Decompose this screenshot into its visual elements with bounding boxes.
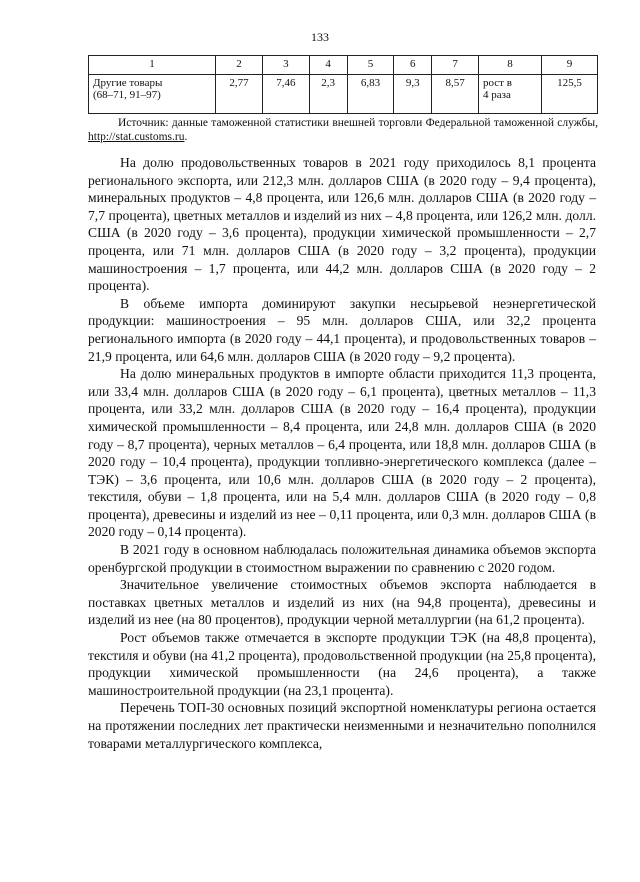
source-text: Источник: данные таможенной статистики внешней торговли Федеральной таможенной службы, [118,117,598,129]
row-label-codes: (68–71, 91–97) [93,89,161,101]
paragraph: В 2021 году в основном наблюдалась положительная динамика объемов экспорта оренбургской продукции в стоимостном выражении по сравнению с 2020 годом. [88,542,596,575]
table-cell: 125,5 [541,75,597,114]
table-header-cell: 2 [216,56,263,75]
paragraph: В объеме импорта доминируют закупки несырьевой неэнергетической продукции: машиностроения – 95 млн. долларов США, или 32,2 процента регионального импорта (в 2020 году – 44,1 процента), и продовольственных товаров – 21,9 процента, или 64,6 млн. долларов США (в 2020 году – 9,2 процента). [88,295,596,364]
table-header-cell: 6 [394,56,432,75]
table-source-note [88,116,598,144]
table-cell: 2,3 [309,75,347,114]
table-cell-growth [479,75,542,114]
table-header-cell: 9 [541,56,597,75]
paragraph: Рост объемов также отмечается в экспорте продукции ТЭК (на 48,8 процента), текстиля и обуви (на 41,2 процента), продовольственной продукции (на 25,8 процента), продукции химической промышленности (на 24,6 процента), а также машиностроительной продукции (на 23,1 процента). [88,630,596,698]
table-header-row [89,56,598,75]
table-cell: 6,83 [347,75,394,114]
table-cell: 8,57 [432,75,479,114]
row-label-text: Другие товары [93,77,163,89]
paragraph: На долю продовольственных товаров в 2021 году приходилось 8,1 процента регионального экспорта, или 212,3 млн. долларов США (в 2020 году – 9,4 процента), минеральных продуктов – 4,8 процента, или 126,6 млн. долларов США (в 2020 году – 7,7 процента), цветных металлов и изделий из них – 4,8 процента, или 126,2 млн. долл. США (в 2020 году – 3,6 процента), продукции химической промышленности – 2,7 процента, или 71 млн. долларов США (в 2020 году – 3,2 процента), продукции машиностроения – 1,7 процента, или 44,2 млн. долларов США (в 2020 году – 2 процента). [88,155,596,294]
body-text [88,154,596,752]
paragraph: Значительное увеличение стоимостных объемов экспорта наблюдается в поставках цветных металлов и изделий из них (на 94,8 процента), древесины и изделий из нее (на 80 процентов), продукции черной металлургии (на 61,2 процента). [88,577,596,628]
source-end: . [184,131,188,143]
table-cell: 2,77 [216,75,263,114]
table-header-cell: 7 [432,56,479,75]
table-header-cell: 1 [89,56,216,75]
table-row-label [89,75,216,114]
table-cell: 9,3 [394,75,432,114]
paragraph: На долю минеральных продуктов в импорте области приходится 11,3 процента, или 33,4 млн. долларов США (в 2020 году – 6,1 процента), цветных металлов – 11,3 процента, или 33,2 млн. долларов США (в 2020 году – 16,4 процента), продукции химической промышленности – 8,4 процента, или 24,8 млн. долларов США (в 2020 году – 8,7 процента), черных металлов – 6,4 процента, или 18,8 млн. долларов США (в 2020 году – 10,4 процента), продукции топливно-энергетического комплекса (далее – ТЭК) – 3,6 процента, или 10,6 млн. долларов США (в 2020 году – 2 процента), текстиля, обуви – 1,8 процента, или на 5,4 млн. долларов США (в 2020 году – 0,8 процента), древесины и изделий из нее – 0,11 процента, или 0,3 млн. долларов США (в 2020 году – 0,14 процента). [88,366,596,540]
page-number: 133 [311,30,329,44]
table-row [89,75,598,114]
table-header-cell: 3 [262,56,309,75]
table-cell: 7,46 [262,75,309,114]
growth-line-1: рост в [483,77,512,89]
growth-line-2: 4 раза [483,89,511,101]
paragraph: Перечень ТОП-30 основных позиций экспортной номенклатуры региона остается на протяжении последних лет практически неизменными и незначительно пополнился товарами металлургического комплекса, [88,700,596,751]
data-table [88,55,598,114]
table-header-cell: 8 [479,56,542,75]
table-header-cell: 5 [347,56,394,75]
table-header-cell: 4 [309,56,347,75]
source-link[interactable]: http://stat.customs.ru [88,131,185,143]
